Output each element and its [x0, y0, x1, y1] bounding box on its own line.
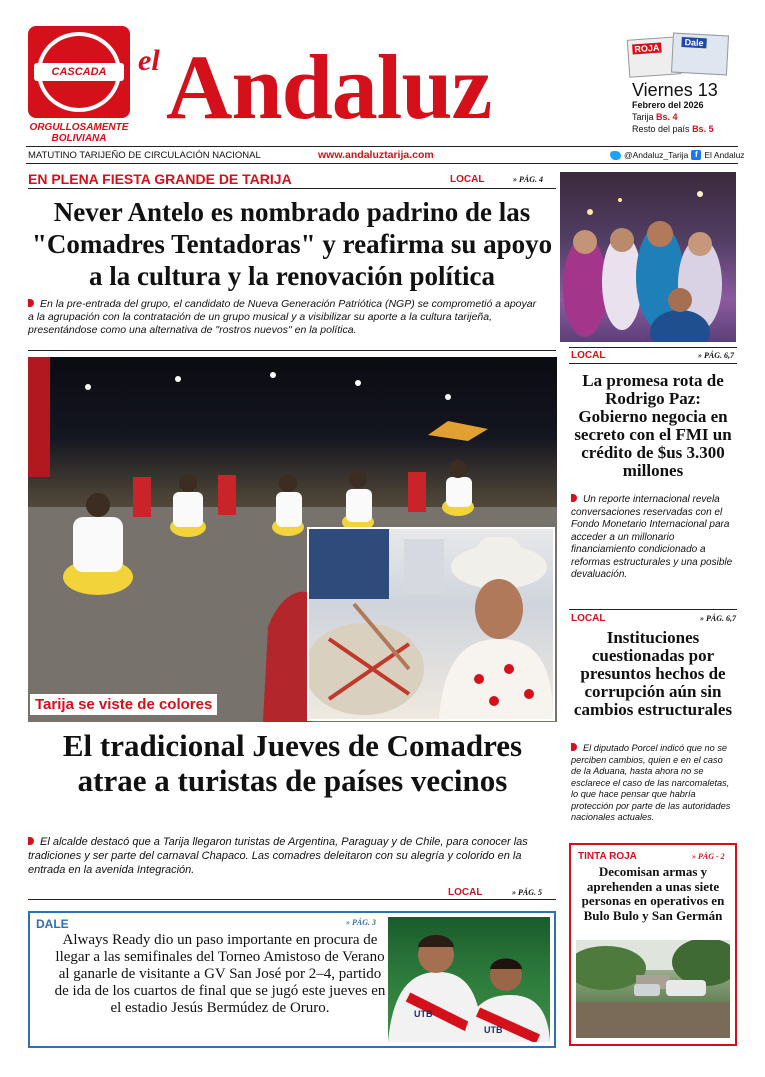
masthead-rule-top: [26, 146, 738, 147]
price-rest-value: Bs. 5: [692, 124, 714, 134]
logo-text: CASCADA: [34, 63, 124, 81]
mini-cover-roja-label: ROJA: [634, 42, 660, 55]
photo-caption: Tarija se viste de colores: [30, 694, 217, 715]
lead-bottom-rule: [28, 350, 556, 351]
side2-headline[interactable]: Instituciones cuestionadas por presuntos hechos de corrupción aún sin cambios estructurales: [573, 628, 733, 719]
lead-headline[interactable]: Never Antelo es nombrado padrino de las "Comadres Tentadoras" y reafirma su apoyo a la cultura y la renovación política: [31, 197, 553, 291]
drummer-photo-art: [309, 529, 553, 719]
jersey-label-2: UTB: [484, 1025, 503, 1035]
mini-cover-dale-label: Dale: [681, 37, 707, 48]
price-tarija: [632, 112, 678, 122]
price-tarija-value: Bs. 4: [656, 112, 678, 122]
rally-photo-art: [560, 172, 736, 342]
side1-section: LOCAL: [571, 350, 606, 361]
side2-summary-text: El diputado Porcel indicó que no se perciben cambios, quien e en el caso de la Aduana, hasta ahora no se esclarece el caso de las narcomaletas, lo que hace pensar que habría protección por parte de las autoridades nacionales actuales.: [571, 743, 731, 822]
mini-cover-dale: [671, 33, 729, 76]
dale-page-ref: » PÁG. 3: [346, 918, 376, 927]
side1-rule: [569, 363, 737, 364]
second-summary-text: El alcalde destacó que a Tarija llegaron turistas de Argentina, Paraguay y de Chile, para conocer las tradiciones y ser parte del carnaval Chapaco. Las comadres deleitaron con su alegría y colorido en la entrada en la avenida Integración.: [28, 836, 528, 876]
facebook-icon: f: [691, 150, 701, 160]
second-section: LOCAL: [448, 887, 483, 898]
lead-section: LOCAL: [450, 174, 485, 185]
soccer-photo-art: [388, 917, 550, 1042]
tinta-page-ref: » PÁG - 2: [692, 852, 725, 861]
price-rest-label: Resto del país: [632, 124, 690, 134]
drummer-photo: [307, 527, 555, 721]
mini-covers: [628, 34, 728, 78]
jersey-label-1: UTB: [414, 1009, 433, 1019]
tagline: ORGULLOSAMENTE BOLIVIANA: [29, 122, 129, 144]
dale-section: DALE: [36, 917, 69, 931]
tinta-section: TINTA ROJA: [578, 851, 637, 862]
side1-summary: [571, 494, 735, 582]
twitter-handle[interactable]: @Andaluz_Tarija: [624, 150, 689, 160]
lead-page-ref: » PÁG. 4: [513, 175, 543, 184]
masthead-rule-bottom: [26, 163, 738, 164]
bullet-icon: [28, 837, 34, 845]
lead-summary-text: En la pre-entrada del grupo, el candidato de Nueva Generación Patriótica (NGP) se comprometió a apoyar a la agrupación con la contratación de un grupo musical y a visibilizar su aporte a la cultura tarijeña, presentándose como una alternativa de "rostros nuevos" en la política.: [28, 298, 537, 336]
bullet-icon: [571, 743, 577, 751]
police-operation-photo: [576, 940, 730, 1038]
website-link[interactable]: www.andaluztarija.com: [318, 149, 434, 161]
second-summary: [28, 835, 548, 877]
side2-section: LOCAL: [571, 613, 606, 624]
bullet-icon: [571, 494, 577, 502]
side1-headline[interactable]: La promesa rota de Rodrigo Paz: Gobierno negocia en secreto con el FMI un crédito de $us 3.300 millones: [574, 371, 732, 480]
police-photo-art: [576, 940, 730, 1038]
lead-rule: [28, 188, 556, 189]
twitter-icon: [610, 151, 621, 160]
side2-page-ref: » PÁG. 6,7: [700, 614, 736, 623]
side1-page-ref: » PÁG. 6,7: [698, 351, 734, 360]
rally-photo: [560, 172, 736, 342]
edition-line: MATUTINO TARIJEÑO DE CIRCULACIÓN NACIONAL: [28, 150, 261, 161]
second-headline[interactable]: El tradicional Jueves de Comadres atrae a turistas de países vecinos: [62, 728, 523, 798]
side2-summary: [571, 743, 735, 824]
masthead-title: Andaluz: [166, 36, 492, 138]
masthead-prefix: el: [138, 44, 160, 77]
issue-date: Febrero del 2026: [632, 100, 704, 110]
second-rule: [28, 899, 556, 900]
dale-headline[interactable]: Always Ready dio un paso importante en procura de llegar a las semifinales del Torneo Amistoso de Verano al ganarle de visitante a GV San José por 2–4, partido de ida de los cuartos de final que se jugó este jueves en el estadio Jesús Bermúdez de Oruro.: [54, 932, 386, 1016]
tinta-headline[interactable]: Decomisan armas y aprehenden a unas siete personas en operativos en Bulo Bulo y San Germán: [581, 864, 725, 923]
lead-summary: [28, 298, 538, 337]
soccer-players-photo: [388, 917, 550, 1042]
price-rest: [632, 124, 714, 134]
bullet-icon: [28, 299, 34, 307]
social-links: [610, 150, 745, 160]
side1-rule-top: [569, 347, 737, 348]
cascada-logo: [28, 26, 130, 118]
second-page-ref: » PÁG. 5: [512, 888, 542, 897]
facebook-handle[interactable]: El Andaluz: [704, 150, 745, 160]
side2-rule-top: [569, 609, 737, 610]
price-tarija-label: Tarija: [632, 112, 654, 122]
side1-summary-text: Un reporte internacional revela conversaciones reservadas con el Fondo Monetario Internacional para acceder a un millonario financiamiento condicionado a reformas estructurales y una posible devaluación.: [571, 494, 733, 580]
lead-kicker: EN PLENA FIESTA GRANDE DE TARIJA: [28, 171, 292, 187]
issue-day: Viernes 13: [632, 80, 718, 100]
